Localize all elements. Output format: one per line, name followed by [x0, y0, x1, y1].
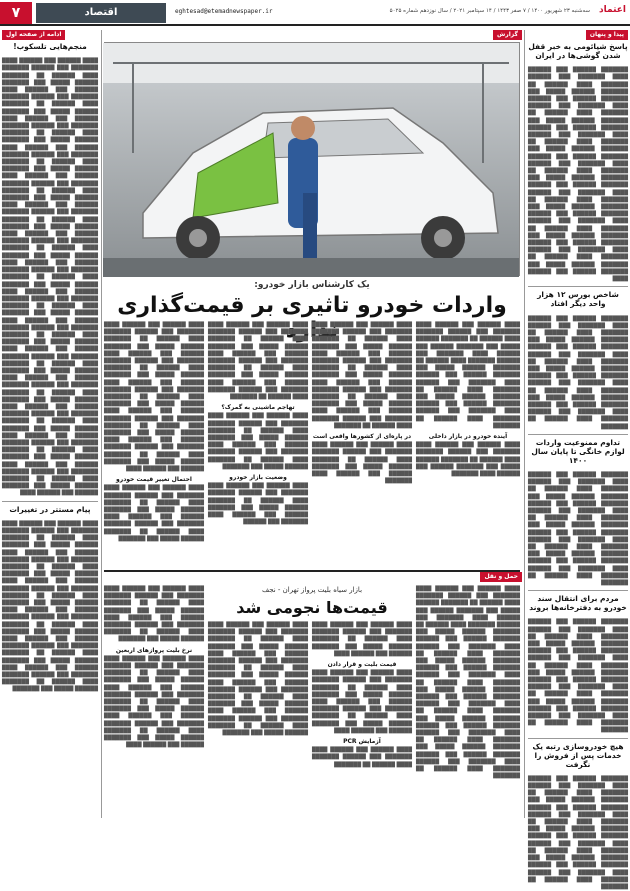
right-body-4: ███████ ██████ ███ ██████ ████ ███████ ███ ██████ ███████ ████ ██████ ██ ███████ ██████ █████ ███ ███████ ██████ ███ ██████ ████ ███████ ███ ██████ ███████ ████ ██████ ██ ███████ ██████ █████ ███ ███████ ██████ ███ ██████ ████ ███████ ███ ██████ ███████ ████ ██████ ██ ███████ ██████ █████ ███ ███████ ██████ ███ ██████ ████ ███████ ███ ██████ ███████ ████ ██████ ██ ███████: [528, 619, 628, 734]
left-headline-1: منجم‌هایی تلسکوب!: [13, 42, 87, 51]
divider: [528, 590, 628, 591]
bottom-story-headline: قیمت‌ها نجومی شد: [236, 598, 388, 617]
right-headline-3: تداوم ممنوعیت واردات لوازم خانگی تا پایان سال ۱۴۰۰: [531, 437, 625, 465]
divider: [2, 501, 98, 502]
right-headline-2: شاخص بورس ۱۲ هزار واحد دیگر افتاد: [537, 290, 619, 309]
bottom-subhead-2: نرخ بلیت پروازهای اربعین: [115, 646, 193, 654]
main-story-column-2: ████ ██████ ███ ██████ ████ ███████ ███ ██████ ███████ ████ ██████ ██ ███████ ██████ █████ ███ ███████ ██████ ███ ██████ ████ ███████ ███ ██████ ███████ ████ ██████ ██ ███████ ██████ █████ ███ ███████ ██████ ███ ██████ ████ ███████ ███ ██████ ███████ ████ ██████ ██ ███████ تهاجم ماشینی به گمرک؟ ████ ██████ ███ ██████ ████ ███████ ███ ██████ ███████ ████ ██████ ██ ███████ ██████ █████ ███ ███████ ██████ ███ ██████ ████ ███████ ███ ██████ ███████ ████ ██████ ██ ███████ ██████ █████ ███ ███████ وضعیت بازار خودرو ████ ██████ ███ ██████ ████ ███████ ███ ██████ ███████ ████ ██████ ██ ███████ ██████ █████ ███ ███████ ██████ ███ ██████ ████ ███████ ███ ██████: [208, 322, 308, 526]
column-divider: [524, 30, 525, 818]
main-story-column-3: ████ ██████ ███ ██████ ████ ███████ ███ ██████ ███████ ████ ██████ ██ ███████ ██████ █████ ███ ███████ ██████ ███ ██████ ████ ███████ ███ ██████ ███████ ████ ██████ ██ ███████ ██████ █████ ███ ███████ ██████ ███ ██████ ████ ███████ ███ ██████ ███████ ████ ██████ ██ ███████ ██████ █████ ███ ███████ ██████ ███ ██████ ████ ███████ ███ ██████ ███████ ████ ██████ ██ ███████ در پاره‌ای از کشورها واقعی است ████ ██████ ███ ██████ ████ ███████ ███ ██████ ███████ ████ ██████ ██ ███████ ██████ █████ ███ ███████ ██████ ███ ██████ ████ ███████: [312, 322, 412, 485]
right-body-1: ███████ ██████ ███ ██████ ████ ███████ ███ ██████ ███████ ████ ██████ ██ ███████ ██████ █████ ███ ███████ ██████ ███ ██████ ████ ███████ ███ ██████ ███████ ████ ██████ ██ ███████ ██████ █████ ███ ███████ ██████ ███ ██████ ████ ███████ ███ ██████ ███████ ████ ██████ ██ ███████ ██████ █████ ███ ███████ ██████ ███ ██████ ████ ███████ ███ ██████ ███████ ████ ██████ ██ ███████ ██████ █████ ███ ███████ ██████ ███ ██████ ████ ███████ ███ ██████ ███████ ████ ██████ ██ ███████ ██████ █████ ███ ███████ ██████ ███ ██████ ████ ███████ ███ ██████ ███████ ████ ██████ ██ ███████ ██████ █████ ███ ███████ ██████ ███ ██████ ████ ███████ ███ ██████ ███████ ████ ██████ ██ ███████ ██████ █████ ███ ███████ ██████ ███ ██████ ████: [528, 67, 628, 283]
newspaper-logo: اعتماد: [599, 5, 626, 15]
left-headline-2: پیام مستتر در تغییرات: [9, 504, 91, 514]
factory-car-photo: [104, 42, 520, 276]
masthead: [0, 0, 630, 26]
main-subhead-1: تهاجم ماشینی به گمرک؟: [221, 404, 295, 412]
bottom-subhead-3: آزمایش PCR: [343, 738, 381, 746]
bottom-column-2: ████ ██████ ███ ██████ ████ ███████ ███ ██████ ███████ ████ ██████ ██ ███████ ██████ █████ ███ ███████ ██████ ███ ██████ ████ قیمت بلیت و قرار دادن ████ ██████ ███ ██████ ████ ███████ ███ ██████ ███████ ████ ██████ ██ ███████ ██████ █████ ███ ███████ ██████ ███ ██████ ████ ███████ ███ ██████ ███████ ████ ██████ ██ ███████ ██████ █████ ███ ███████ ██████ ███ ██████ ████ آزمایش PCR ████ ██████ ███ ██████ ████ ███████ ███ ██████ ███████ ████ ██████ ██ ███████: [312, 622, 412, 768]
bottom-column-1: ████ ██████ ███ ██████ ████ ███████ ███ ██████ ███████ ████ ██████ ██ ███████ ██████ █████ ███ ███████ ██████ ███ ██████ ████ ███████ ███ ██████ ███████ ████ ██████ ██ ███████ ██████ █████ ███ ███████ ██████ ███ ██████ ████ ███████ ███ ██████ ███████ ████ ██████ ██ ███████ ██████ █████ ███ ███████ ██████ ███ ██████ ████ ███████ ███ ██████ ███████ ████ ██████ ██ ███████ ██████ █████ ███ ███████ ██████ ███ ██████ ████ ███████ ███ ██████ ███████ ████ ██████ ██ ███████ ██████ █████ ███ ███████ ██████ ███ ██████ ████ ███████ ███ ██████ ███████ ████ ██████ ██ ███████ ██████ █████ ███ ███████ ██████ ███ ██████ ████ ███████ ███ ██████ ███████ ████ ██████ ██ ███████: [416, 586, 520, 780]
right-body-5: ███████ ██████ ███ ██████ ████ ███████ ███ ██████ ███████ ████ ██████ ██ ███████ ██████ █████ ███ ███████ ██████ ███ ██████ ████ ███████ ███ ██████ ███████ ████ ██████ ██ ███████ ██████ █████ ███ ███████ ██████ ███ ██████ ████ ███████ ███ ██████ ███████ ████ ██████ ██ ███████ ██████ █████ ███ ███████ ██████ ███ ██████ ████ ███████ ███ ██████ ███████ ████ ██████ ██ ███████: [528, 775, 628, 890]
main-subhead-4: آینده خودرو در بازار داخلی: [428, 433, 508, 441]
main-story-column-4: ████ ██████ ███ ██████ ████ ███████ ███ ██████ ███████ ████ ██████ ██ ███████ ██████ █████ ███ ███████ ██████ ███ ██████ ████ ███████ ███ ██████ ███████ ████ ██████ ██ ███████ ██████ █████ ███ ███████ ██████ ███ ██████ ████ ███████ ███ ██████ ███████ ████ ██████ ██ ███████ ██████ █████ ███ ███████ ██████ ███ ██████ ████ ███████ ███ ██████ ███████ ████ ██████ ██ ███████ آینده خودرو در بازار داخلی ████ ██████ ███ ██████ ████ ███████ ███ ██████ ███████ ████ ██████ ██ ███████ ██████ █████ ███ ███████ ██████ ███ ██████ ████ ███████: [416, 322, 520, 478]
car-assembly-illustration: [103, 43, 519, 277]
main-story-column-1: ████ ██████ ███ ██████ ████ ███████ ███ ██████ ███████ ████ ██████ ██ ███████ ██████ █████ ███ ███████ ██████ ███ ██████ ████ ███████ ███ ██████ ███████ ████ ██████ ██ ███████ ██████ █████ ███ ███████ ██████ ███ ██████ ████ ███████ ███ ██████ ███████ ████ ██████ ██ ███████ ██████ █████ ███ ███████ ██████ ███ ██████ ████ ███████ ███ ██████ ███████ ████ ██████ ██ ███████ ██████ █████ ███ ███████ ██████ ███ ██████ ████ ███████ ███ ██████ ███████ ████ ██████ ██ ███████ ██████ █████ ███ ███████ ██████ ███ ██████ ████ احتمال تغییر قیمت خودرو ████ ██████ ███ ██████ ████ ███████ ███ ██████ ███████ ████ ██████ ██ ███████ ██████ █████ ███ ███████ ██████ ███ ██████ ████ ███████ ███ ██████ ███████ ████ ██████ ██ ███████ ██████ █████ ███ ███████: [104, 322, 204, 542]
left-column-label: ادامه از صفحه اول: [2, 30, 65, 40]
divider: [528, 738, 628, 739]
issue-info: سه‌شنبه ۲۳ شهریور ۱۴۰۰ / ۷ صفر ۱۴۴۳ / ۱۴ سپتامبر ۲۰۲۱ / سال نوزدهم شماره ۵۰۲۵: [389, 8, 590, 14]
bottom-story-kicker: بازار سیاه بلیت پرواز تهران - نجف: [261, 586, 363, 594]
section-email: eghtesad@etemadnewspaper.ir: [175, 8, 273, 15]
right-headline-1: پاسخ شیائومی به خبر قفل شدن گوشی‌ها در ایران: [528, 42, 628, 60]
bottom-column-3: ████ ██████ ███ ██████ ████ ███████ ███ ██████ ███████ ████ ██████ ██ ███████ ██████ █████ ███ ███████ ██████ ███ ██████ ████ ███████ ███ ██████ ███████ ████ ██████ ██ ███████ ██████ █████ ███ ███████ ██████ ███ ██████ ████ ███████ ███ ██████ ███████ ████ ██████ ██ ███████ ██████ █████ ███ ███████ ██████ ███ ██████ ████ ███████ ███ ██████ ███████ ████ ██████ ██ ███████ ██████ █████ ███ ███████: [208, 622, 308, 737]
left-column: منجم‌هایی تلسکوب! ████ ██████ ███ ██████ ████ ███████ ███ ██████ ███████ ████ ██████ ██ ███████ ██████ █████ ███ ███████ ██████ ███ ██████ ████ ███████ ███ ██████ ███████ ████ ██████ ██ ███████ ██████ █████ ███ ███████ ██████ ███ ██████ ████ ███████ ███ ██████ ███████ ████ ██████ ██ ███████ ██████ █████ ███ ███████ ██████ ███ ██████ ████ ███████ ███ ██████ ███████ ████ ██████ ██ ███████ ██████ █████ ███ ███████ ██████ ███ ██████ ████ ███████ ███ ██████ ███████ ████ ██████ ██ ███████ ██████ █████ ███ ███████ ██████ ███ ██████ ████ ███████ ███ ██████ ███████ ████ ██████ ██ ███████ ██████ █████ ███ ███████ ██████ ███ ██████ ████ ███████ ███ ██████ ███████ ████ ██████ ██ ███████ ██████ █████ ███ ███████ ██████ ███ ██████ ████ ███████ ███ ██████ ███████ ████ ██████ ██ ███████ ██████ █████ ███ ███████ ██████ ███ ██████ ████ ███████ ███ ██████ ███████ ████ ██████ ██ ███████ ██████ █████ ███ ███████ ██████ ███ ██████ ████ ███████ ███ ██████ ███████ ████ ██████ ██ ███████ ██████ █████ ███ ███████ ██████ ███ ██████ ████ ███████ ███ ██████ ███████ ████ ██████ ██ ███████ ██████ █████ ███ ███████ ██████ ███ ██████ ████ ███████ ███ ██████ ███████ ████ ██████ ██ ███████ ██████ █████ ███ ███████ ██████ ███ ██████ ████ ███████ ███ ██████ ███████ ████ ██████ ██ ███████ ██████ █████ ███ ███████ ██████ ███ ██████ ████ ███████ ███ ██████ ███████ ████ ██████ ██ ███████ ██████ █████ ███ ███████ ██████ ███ ██████ ████ ███████ ███ ██████ ███████ ████ ██████ ██ ███████ ██████ █████ ███ ███████ ██████ ███ ██████ ████ پیام مستتر در تغییرات ████ ██████ ███ ██████ ████ ███████ ███ ██████ ███████ ████ ██████ ██ ███████ ██████ █████ ███ ███████ ██████ ███ ██████ ████ ███████ ███ ██████ ███████ ████ ██████ ██ ███████ ██████ █████ ███ ███████ ██████ ███ ██████ ████ ███████ ███ ██████ ███████ ████ ██████ ██ ███████ ██████ █████ ███ ███████ ██████ ███ ██████ ████ ███████ ███ ██████ ███████ ████ ██████ ██ ███████ ██████ █████ ███ ███████ ██████ ███ ██████ ████ ███████ ███ ██████ ███████ ████ ██████ ██ ███████ ██████ █████ ███ ███████ ██████ ███ ██████ ████ ███████ ███ ██████ ███████ ████ ██████ ██ ███████ ██████ █████ ███ ███████: [2, 42, 98, 693]
main-subhead-2: وضعیت بازار خودرو: [229, 474, 287, 482]
main-subhead-3: در پاره‌ای از کشورها واقعی است: [312, 433, 412, 441]
section-title: اقتصاد: [36, 3, 166, 23]
column-divider: [101, 30, 102, 818]
right-headline-4: مردم برای انتقال سند خودرو به دفترخانه‌ها بروند: [529, 594, 627, 613]
divider: [528, 286, 628, 287]
main-story-headline: واردات خودرو تاثیری بر قیمت‌گذاری ندارد: [117, 293, 507, 343]
divider: [528, 434, 628, 435]
bottom-column-4: ████ ██████ ███ ██████ ████ ███████ ███ ██████ ███████ ████ ██████ ██ ███████ ██████ █████ ███ ███████ ██████ ███ ██████ ████ ███████ ███ ██████ ███████ ████ ██████ ██ ███████ ██████ █████ ███ ███████ نرخ بلیت پروازهای اربعین ████ ██████ ███ ██████ ████ ███████ ███ ██████ ███████ ████ ██████ ██ ███████ ██████ █████ ███ ███████ ██████ ███ ██████ ████ ███████ ███ ██████ ███████ ████ ██████ ██ ███████ ██████ █████ ███ ███████ ██████ ███ ██████ ████ ███████ ███ ██████ ███████ ████ ██████ ██ ███████ ██████ █████ ███ ███████ ██████ ███ ██████ ████: [104, 586, 204, 749]
right-body-3: ███████ ██████ ███ ██████ ████ ███████ ███ ██████ ███████ ████ ██████ ██ ███████ ██████ █████ ███ ███████ ██████ ███ ██████ ████ ███████ ███ ██████ ███████ ████ ██████ ██ ███████ ██████ █████ ███ ███████ ██████ ███ ██████ ████ ███████ ███ ██████ ███████ ████ ██████ ██ ███████ ██████ █████ ███ ███████ ██████ ███ ██████ ████ ███████ ███ ██████ ███████ ████ ██████ ██ ███████: [528, 471, 628, 586]
right-headline-5: هیچ خودروسازی رتبه یک خدمات پس از فروش را نگرفت: [532, 741, 624, 769]
bottom-story-label: حمل و نقل: [480, 572, 522, 582]
main-story-label: گزارش: [493, 30, 522, 40]
story-divider: [104, 570, 520, 572]
right-column: [528, 42, 628, 890]
bottom-subhead-1: قیمت بلیت و قرار دادن: [327, 661, 397, 669]
right-body-2: ███████ ██████ ███ ██████ ████ ███████ ███ ██████ ███████ ████ ██████ ██ ███████ ██████ █████ ███ ███████ ██████ ███ ██████ ████ ███████ ███ ██████ ███████ ████ ██████ ██ ███████ ██████ █████ ███ ███████ ██████ ███ ██████ ████ ███████ ███ ██████ ███████ ████ ██████ ██ ███████ ██████ █████ ███ ███████ ██████ ███ ██████ ████ ███████ ███ ██████ ███████ ████ ██████ ██ ███████: [528, 315, 628, 430]
main-story-kicker: یک کارشناس بازار خودرو:: [254, 280, 370, 290]
page-number: ۷: [0, 2, 32, 24]
right-column-label: پیدا و پنهان: [586, 30, 628, 40]
main-subhead-5: احتمال تغییر قیمت خودرو: [116, 476, 192, 484]
